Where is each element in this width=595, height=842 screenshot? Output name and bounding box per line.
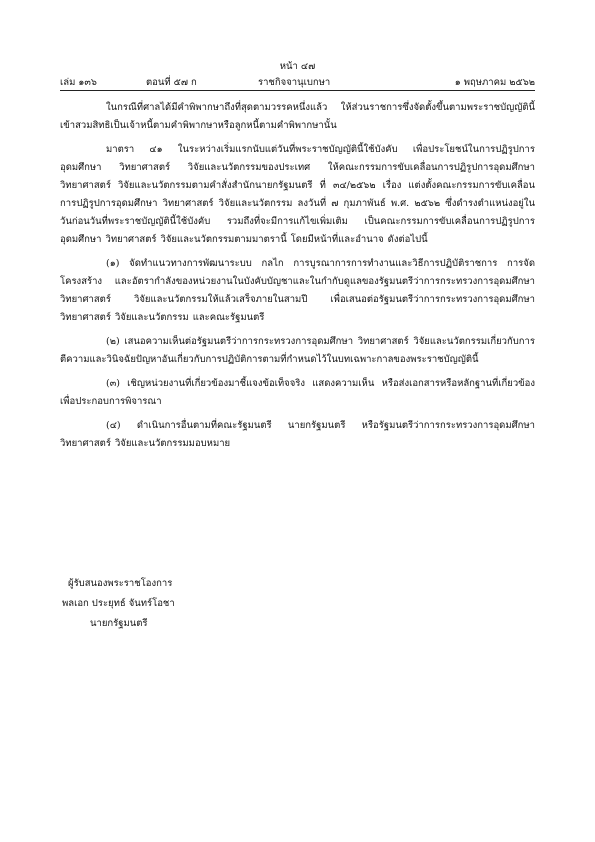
paragraph: (๔) ดำเนินการอื่นตามที่คณะรัฐมนตรี นายกรัฐมนตรี หรือรัฐมนตรีว่าการกระทรวงการอุดมศึกษา วิทยาศาสตร์ วิจัยและนวัตกรรมมอบหมาย xyxy=(60,420,535,449)
signatory-title: นายกรัฐมนตรี xyxy=(90,618,148,629)
page-number: หน้า ๔๗ xyxy=(279,61,316,72)
paragraph: มาตรา ๔๑ ในระหว่างเริ่มแรกนับแต่วันที่พระราชบัญญัตินี้ใช้บังคับ เพื่อประโยชน์ในการปฏิรูปการอุดมศึกษา วิทยาศาสตร์ วิจัยและนวัตกรรมของประเทศ ให้คณะกรรมการขับเคลื่อนการปฏิรูปการอุดมศึกษา วิทยาศาสตร์ วิจัยและนวัตกรรมตามคำสั่งสำนักนายกรัฐมนตรี ที่ ๓๔/๒๕๖๒ เรื่อง แต่งตั้งคณะกรรมการขับเคลื่อนการปฏิรูปการอุดมศึกษา วิทยาศาสตร์ วิจัยและนวัตกรรม ลงวันที่ ๗ กุมภาพันธ์ พ.ศ. ๒๕๖๒ ซึ่งดำรงตำแหน่งอยู่ในวันก่อนวันที่พระราชบัญญัตินี้ใช้บังคับ รวมถึงที่จะมีการแก้ไขเพิ่มเติม เป็นคณะกรรมการขับเคลื่อนการปฏิรูปการอุดมศึกษา วิทยาศาสตร์ วิจัยและนวัตกรรมตามมาตรานี้ โดยมีหน้าที่และอำนาจ ดังต่อไปนี้ xyxy=(60,144,535,245)
running-header xyxy=(60,75,535,89)
paragraph: (๑) จัดทำแนวทางการพัฒนาระบบ กลไก การบูรณาการการทำงานและวิธีการปฏิบัติราชการ การจัดโครงสร้าง และอัตรากำลังของหน่วยงานในบังคับบัญชาและในกำกับดูแลของรัฐมนตรีว่าการกระทรวงการอุดมศึกษา วิทยาศาสตร์ วิจัยและนวัตกรรมให้แล้วเสร็จภายในสามปี เพื่อเสนอต่อรัฐมนตรีว่าการกระทรวงการอุดมศึกษา วิทยาศาสตร์ วิจัยและนวัตกรรม และคณะรัฐมนตรี xyxy=(60,258,535,323)
publication-date: ๑ พฤษภาคม ๒๕๖๒ xyxy=(454,77,535,88)
document-body xyxy=(60,99,535,459)
signature-block xyxy=(60,574,175,634)
paragraph: (๒) เสนอความเห็นต่อรัฐมนตรีว่าการกระทรวงการอุดมศึกษา วิทยาศาสตร์ วิจัยและนวัตกรรมเกี่ยวกับการตีความและวินิจฉัยปัญหาอันเกี่ยวกับการปฏิบัติการตามที่กำหนดไว้ในบทเฉพาะกาลของพระราชบัญญัตินี้ xyxy=(60,336,535,365)
header-divider xyxy=(60,90,535,91)
paragraph: (๓) เชิญหน่วยงานที่เกี่ยวข้องมาชี้แจงข้อเท็จจริง แสดงความเห็น หรือส่งเอกสารหรือหลักฐานที่เกี่ยวข้องเพื่อประกอบการพิจารณา xyxy=(60,378,535,407)
signatory-name: พลเอก ประยุทธ์ จันทร์โอชา xyxy=(62,598,175,609)
paragraph: ในกรณีที่ศาลได้มีคำพิพากษาถึงที่สุดตามวรรคหนึ่งแล้ว ให้ส่วนราชการซึ่งจัดตั้งขึ้นตามพระราชบัญญัตินี้เข้าสวมสิทธิเป็นเจ้าหนี้ตามคำพิพากษาหรือลูกหนี้ตามคำพิพากษานั้น xyxy=(60,102,535,131)
countersign-label: ผู้รับสนองพระราชโองการ xyxy=(68,578,173,589)
volume-label: เล่ม ๑๓๖ xyxy=(60,77,97,88)
gazette-title: ราชกิจจานุเบกษา xyxy=(258,77,331,88)
edition-label: ตอนที่ ๕๗ ก xyxy=(146,77,197,88)
